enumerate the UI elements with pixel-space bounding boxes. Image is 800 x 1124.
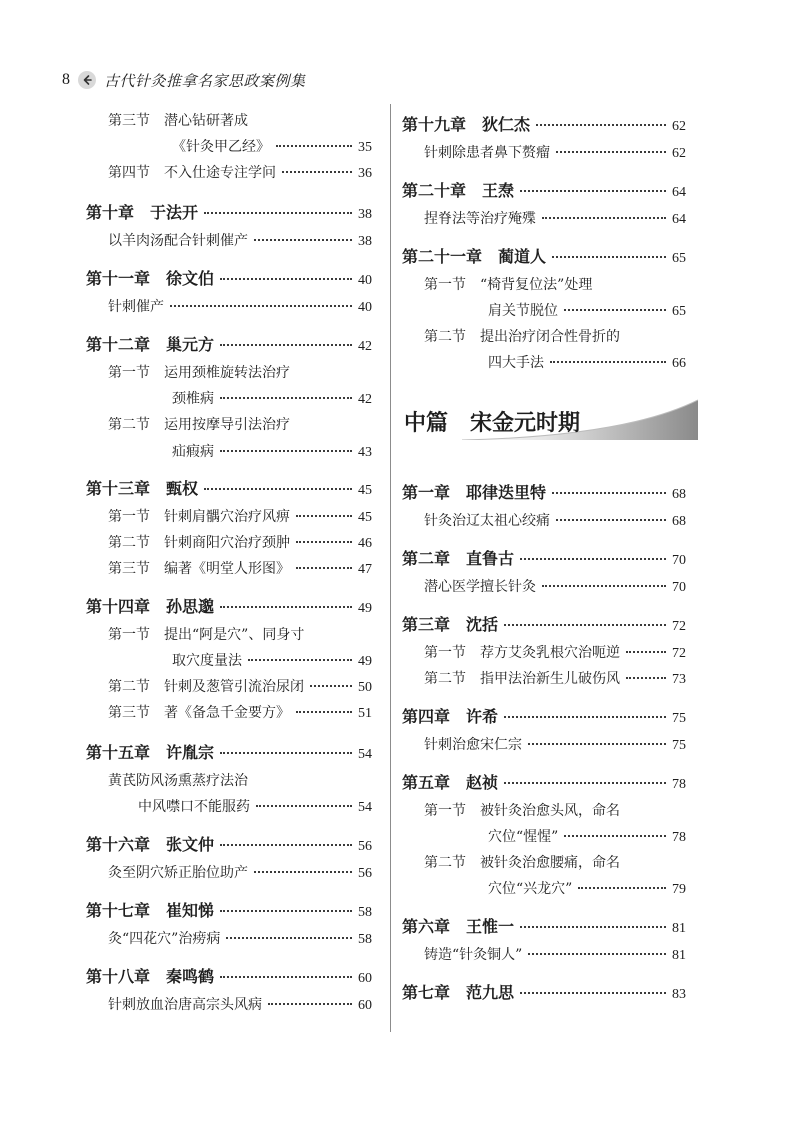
- toc-section[interactable]: [86, 532, 372, 552]
- entry-page: 42: [358, 392, 372, 407]
- toc-chapter[interactable]: [402, 704, 686, 727]
- entry-page: 75: [672, 738, 686, 753]
- leader-dots: [220, 976, 352, 978]
- entry-title: 第一节 荐方艾灸乳根穴治呃逆: [424, 645, 620, 661]
- toc-section[interactable]: [402, 510, 686, 530]
- toc-section[interactable]: [86, 441, 372, 461]
- leader-dots: [276, 145, 352, 147]
- leader-dots: [296, 515, 352, 517]
- leader-dots: [296, 567, 352, 569]
- entry-title: 第二节 指甲法治新生儿破伤风: [424, 671, 620, 687]
- entry-page: 58: [358, 932, 372, 947]
- toc-section[interactable]: [86, 796, 372, 816]
- entry-title: 针灸治辽太祖心绞痛: [424, 513, 550, 529]
- leader-dots: [564, 835, 666, 837]
- entry-title: 第十二章 巢元方: [86, 335, 215, 354]
- entry-title: 第二节 被针灸治愈腰痛，命名: [424, 855, 620, 871]
- entry-page: 35: [358, 140, 372, 155]
- toc-chapter[interactable]: [86, 476, 372, 499]
- toc-section[interactable]: [402, 142, 686, 162]
- toc-section[interactable]: [402, 668, 686, 688]
- toc-section[interactable]: [402, 734, 686, 754]
- toc-chapter[interactable]: [402, 980, 686, 1003]
- entry-title: 第六章 王惟一: [402, 917, 515, 936]
- leader-dots: [578, 887, 666, 889]
- leader-dots: [254, 871, 352, 873]
- leader-dots: [248, 659, 352, 661]
- entry-page: 49: [358, 601, 372, 616]
- entry-title: 针刺催产: [108, 299, 164, 315]
- toc-section[interactable]: [86, 928, 372, 948]
- entry-page: 81: [672, 948, 686, 963]
- entry-title: 第四节 不入仕途专注学问: [108, 165, 276, 181]
- entry-title: 第二节 运用按摩导引法治疗: [108, 417, 290, 433]
- entry-page: 38: [358, 207, 372, 222]
- entry-title: 第一节 提出“阿是穴”、同身寸: [108, 627, 305, 643]
- entry-title: 第二节 针刺及葱管引流治尿闭: [108, 679, 304, 695]
- leader-dots: [504, 624, 666, 626]
- leader-dots: [220, 450, 352, 452]
- entry-title: 第三节 潜心钻研著成: [108, 113, 248, 129]
- entry-page: 45: [358, 510, 372, 525]
- entry-page: 70: [672, 580, 686, 595]
- leader-dots: [556, 151, 666, 153]
- entry-page: 78: [672, 777, 686, 792]
- leader-dots: [528, 953, 666, 955]
- entry-page: 42: [358, 339, 372, 354]
- leader-dots: [520, 992, 666, 994]
- entry-title: 四大手法: [488, 355, 544, 371]
- toc-section[interactable]: [402, 274, 686, 294]
- leader-dots: [528, 743, 666, 745]
- toc-section[interactable]: [86, 414, 372, 434]
- leader-dots: [564, 309, 666, 311]
- toc-section[interactable]: [402, 944, 686, 964]
- toc-section[interactable]: [86, 770, 372, 790]
- leader-dots: [504, 782, 666, 784]
- toc-chapter[interactable]: [402, 914, 686, 937]
- toc-chapter[interactable]: [86, 266, 372, 289]
- toc-section[interactable]: [86, 136, 372, 156]
- toc-section[interactable]: [402, 826, 686, 846]
- part-banner: [402, 398, 698, 440]
- entry-title: 取穴度量法: [172, 653, 242, 669]
- entry-page: 43: [358, 445, 372, 460]
- leader-dots: [552, 256, 666, 258]
- toc-chapter[interactable]: [402, 178, 686, 201]
- entry-title: 第十七章 崔知悌: [86, 901, 215, 920]
- entry-title: 针刺放血治唐高宗头风病: [108, 997, 262, 1013]
- leader-dots: [254, 239, 352, 241]
- entry-title: 第一章 耶律迭里特: [402, 483, 547, 502]
- toc-section[interactable]: [86, 362, 372, 382]
- entry-title: 第二十一章 蔺道人: [402, 247, 547, 266]
- entry-title: 针刺治愈宋仁宗: [424, 737, 522, 753]
- entry-page: 36: [358, 166, 372, 181]
- leader-dots: [268, 1003, 352, 1005]
- entry-page: 79: [672, 882, 686, 897]
- entry-page: 54: [358, 800, 372, 815]
- entry-page: 40: [358, 300, 372, 315]
- entry-title: 疝瘕病: [172, 444, 214, 460]
- entry-page: 54: [358, 747, 372, 762]
- entry-title: 黄芪防风汤熏蒸疗法治: [108, 773, 248, 789]
- leader-dots: [220, 397, 352, 399]
- entry-page: 68: [672, 487, 686, 502]
- entry-page: 64: [672, 212, 686, 227]
- entry-title: 灸“四花穴”治痨病: [108, 931, 221, 947]
- leader-dots: [556, 519, 666, 521]
- toc-section[interactable]: [402, 878, 686, 898]
- entry-page: 72: [672, 646, 686, 661]
- leader-dots: [220, 344, 352, 346]
- leader-dots: [520, 558, 666, 560]
- leader-dots: [220, 910, 352, 912]
- running-header: [62, 68, 306, 92]
- entry-title: 铸造“针灸铜人”: [424, 947, 523, 963]
- leader-dots: [296, 541, 352, 543]
- toc-chapter[interactable]: [402, 112, 686, 135]
- entry-page: 83: [672, 987, 686, 1002]
- toc-section[interactable]: [402, 576, 686, 596]
- toc-chapter[interactable]: [86, 594, 372, 617]
- entry-title: 第二十章 王焘: [402, 181, 515, 200]
- entry-page: 75: [672, 711, 686, 726]
- entry-title: 第十四章 孙思邈: [86, 597, 215, 616]
- leader-dots: [220, 752, 352, 754]
- entry-page: 62: [672, 146, 686, 161]
- leader-dots: [504, 716, 666, 718]
- entry-page: 47: [358, 562, 372, 577]
- toc-section[interactable]: [86, 702, 372, 722]
- leader-dots: [520, 190, 666, 192]
- part-title: 中篇 宋金元时期: [404, 410, 581, 436]
- entry-page: 56: [358, 866, 372, 881]
- entry-page: 73: [672, 672, 686, 687]
- entry-page: 45: [358, 483, 372, 498]
- leader-dots: [550, 361, 666, 363]
- entry-title: 第五章 赵祯: [402, 773, 499, 792]
- entry-title: 捏脊法等治疗殗殜: [424, 211, 536, 227]
- toc-section[interactable]: [86, 558, 372, 578]
- entry-title: 肩关节脱位: [488, 303, 558, 319]
- entry-page: 50: [358, 680, 372, 695]
- toc-chapter[interactable]: [86, 332, 372, 355]
- toc-chapter[interactable]: [402, 770, 686, 793]
- toc-chapter[interactable]: [402, 612, 686, 635]
- toc-chapter[interactable]: [86, 898, 372, 921]
- leader-dots: [626, 651, 666, 653]
- toc-chapter[interactable]: [402, 546, 686, 569]
- leader-dots: [282, 171, 352, 173]
- toc-section[interactable]: [402, 800, 686, 820]
- entry-title: 第一节 “椅背复位法”处理: [424, 277, 593, 293]
- entry-page: 68: [672, 514, 686, 529]
- leader-dots: [552, 492, 666, 494]
- leader-dots: [170, 305, 352, 307]
- entry-page: 65: [672, 304, 686, 319]
- toc-section[interactable]: [86, 650, 372, 670]
- leader-dots: [542, 217, 666, 219]
- leader-dots: [520, 926, 666, 928]
- entry-title: 第三节 编著《明堂人形图》: [108, 561, 290, 577]
- entry-title: 潜心医学擅长针灸: [424, 579, 536, 595]
- toc-section[interactable]: [86, 230, 372, 250]
- entry-page: 58: [358, 905, 372, 920]
- leader-dots: [296, 711, 352, 713]
- entry-page: 49: [358, 654, 372, 669]
- toc-section[interactable]: [402, 352, 686, 372]
- toc-chapter[interactable]: [402, 244, 686, 267]
- entry-page: 62: [672, 119, 686, 134]
- entry-title: 第四章 许希: [402, 707, 499, 726]
- entry-page: 46: [358, 536, 372, 551]
- leader-dots: [256, 805, 352, 807]
- entry-title: 第十八章 秦鸣鹤: [86, 967, 215, 986]
- entry-title: 以羊肉汤配合针刺催产: [108, 233, 248, 249]
- entry-title: 第二节 提出治疗闭合性骨折的: [424, 329, 620, 345]
- entry-title: 针刺除患者鼻下赘瘤: [424, 145, 550, 161]
- entry-title: 穴位“惺惺”: [488, 829, 559, 845]
- entry-page: 65: [672, 251, 686, 266]
- entry-title: 第七章 范九思: [402, 983, 515, 1002]
- entry-title: 第十六章 张文仲: [86, 835, 215, 854]
- toc-chapter[interactable]: [86, 832, 372, 855]
- toc-section[interactable]: [402, 326, 686, 346]
- leader-dots: [226, 937, 352, 939]
- entry-page: 51: [358, 706, 372, 721]
- entry-page: 38: [358, 234, 372, 249]
- entry-page: 64: [672, 185, 686, 200]
- toc-section[interactable]: [86, 388, 372, 408]
- toc-section[interactable]: [86, 862, 372, 882]
- entry-page: 60: [358, 971, 372, 986]
- toc-chapter[interactable]: [86, 200, 372, 223]
- leader-dots: [536, 124, 666, 126]
- entry-title: 第一节 针刺肩髃穴治疗风痹: [108, 509, 290, 525]
- toc-section[interactable]: [86, 624, 372, 644]
- entry-page: 78: [672, 830, 686, 845]
- entry-title: 第十五章 许胤宗: [86, 743, 215, 762]
- entry-title: 第一节 被针灸治愈头风，命名: [424, 803, 620, 819]
- entry-title: 第十章 于法开: [86, 203, 199, 222]
- entry-page: 60: [358, 998, 372, 1013]
- entry-page: 81: [672, 921, 686, 936]
- entry-title: 第一节 运用颈椎旋转法治疗: [108, 365, 290, 381]
- leader-dots: [220, 278, 352, 280]
- leader-dots: [626, 677, 666, 679]
- leader-dots: [220, 844, 352, 846]
- leader-dots: [310, 685, 352, 687]
- toc-chapter[interactable]: [86, 740, 372, 763]
- entry-title: 第十一章 徐文伯: [86, 269, 215, 288]
- leader-dots: [542, 585, 666, 587]
- entry-title: 第三节 著《备急千金要方》: [108, 705, 290, 721]
- toc-chapter[interactable]: [86, 964, 372, 987]
- entry-title: 第十九章 狄仁杰: [402, 115, 531, 134]
- leader-dots: [220, 606, 352, 608]
- entry-title: 第三章 沈括: [402, 615, 499, 634]
- leader-dots: [204, 212, 352, 214]
- entry-title: 第十三章 甄权: [86, 479, 199, 498]
- entry-page: 40: [358, 273, 372, 288]
- arrow-left-icon[interactable]: [78, 71, 96, 89]
- toc-section[interactable]: [86, 110, 372, 130]
- entry-title: 中风噤口不能服药: [138, 799, 250, 815]
- entry-page: 70: [672, 553, 686, 568]
- toc-section[interactable]: [402, 852, 686, 872]
- entry-title: 穴位“兴龙穴”: [488, 881, 573, 897]
- toc-section[interactable]: [86, 296, 372, 316]
- toc-section[interactable]: [86, 994, 372, 1014]
- entry-page: 66: [672, 356, 686, 371]
- toc-chapter[interactable]: [402, 480, 686, 503]
- entry-title: 颈椎病: [172, 391, 214, 407]
- entry-title: 第二章 直鲁古: [402, 549, 515, 568]
- entry-title: 灸至阴穴矫正胎位助产: [108, 865, 248, 881]
- toc-section[interactable]: [402, 300, 686, 320]
- book-title: 古代针灸推拿名家思政案例集: [104, 73, 306, 90]
- toc-section[interactable]: [86, 506, 372, 526]
- page-number: 8: [62, 71, 70, 88]
- entry-page: 56: [358, 839, 372, 854]
- column-divider: [390, 104, 391, 1032]
- toc-section[interactable]: [86, 676, 372, 696]
- leader-dots: [204, 488, 352, 490]
- toc-section[interactable]: [86, 162, 372, 182]
- entry-title: 《针灸甲乙经》: [172, 139, 270, 155]
- entry-page: 72: [672, 619, 686, 634]
- entry-title: 第二节 针刺商阳穴治疗颈肿: [108, 535, 290, 551]
- toc-section[interactable]: [402, 208, 686, 228]
- toc-section[interactable]: [402, 642, 686, 662]
